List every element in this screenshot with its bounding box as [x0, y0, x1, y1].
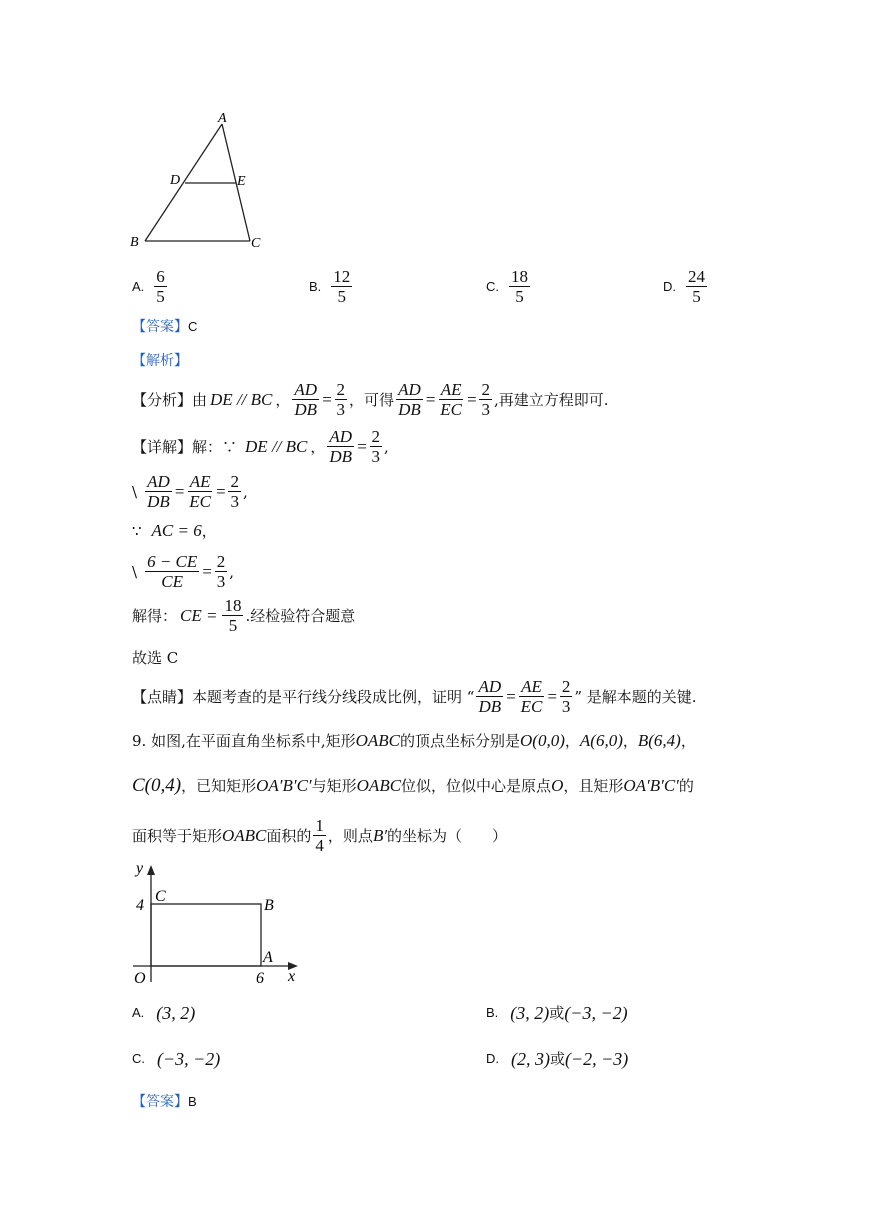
- point-a-label: A: [263, 949, 273, 966]
- vertex-e-label: E: [237, 174, 246, 189]
- triangle-figure: [125, 110, 275, 255]
- q8-fenxi-line: 【分析】 由 DE // BC ， $\frac{AD}{DB}$ = $\frac{2}{3}$ ，可得 $\frac{AD}{DB}$ = $\frac{AE}{EC}$ = $\frac{2}{3}$ ,再建立方程即可.: [132, 380, 609, 419]
- q8-option-a[interactable]: A. $\frac{6}{5}$: [132, 267, 165, 306]
- q8-equation-line: \ $\frac{6 - CE}{CE}$ = $\frac{2}{3}$ ,: [132, 552, 235, 591]
- q8-analysis-heading: 【解析】: [132, 353, 188, 369]
- point-b-label: B: [264, 897, 274, 914]
- axis-x-label: x: [288, 968, 296, 985]
- q8-option-b[interactable]: B. $\frac{12}{5}$: [309, 267, 351, 306]
- q8-answer: 【答案】C: [132, 319, 198, 335]
- rectangle-coordinate-figure: [128, 857, 308, 987]
- q9-option-a[interactable]: A. (3, 2): [132, 1003, 196, 1023]
- q8-solve-line: 解得： CE = $\frac{18}{5}$ .经检验符合题意: [132, 596, 356, 635]
- q9-option-d[interactable]: D. (2, 3) 或 (−2, −3): [486, 1049, 629, 1069]
- vertex-b-label: B: [130, 235, 139, 250]
- q8-xiangjie-line: 【详解】 解：∵ DE // BC ， $\frac{AD}{DB}$ = $\frac{2}{3}$ ,: [132, 427, 389, 466]
- q8-ratio-line: \ $\frac{AD}{DB}$ = $\frac{AE}{EC}$ = $\frac{2}{3}$ ,: [132, 472, 248, 511]
- q8-option-d[interactable]: D. $\frac{24}{5}$: [663, 267, 705, 306]
- axis-y-label: y: [136, 860, 144, 877]
- q8-choose: 故选 C: [132, 649, 179, 667]
- point-c-label: C: [155, 888, 166, 905]
- vertex-d-label: D: [170, 173, 181, 188]
- q9-question-line2: C(0,4) ，已知矩形 OA′B′C′ 与矩形 OABC 位似，位似中心是原点 O ，且矩形 OA′B′C′ 的: [132, 775, 694, 796]
- tick-4-label: 4: [136, 897, 144, 914]
- q9-option-c[interactable]: C. (−3, −2): [132, 1049, 221, 1069]
- origin-label: O: [134, 970, 146, 987]
- vertex-c-label: C: [251, 236, 261, 251]
- q9-question-line3: 面积等于矩形 OABC 面积的 $\frac{1}{4}$ ，则点 B′ 的坐标为（ ）: [132, 816, 508, 855]
- q9-question-line1: 9. 如图,在平面直角坐标系中,矩形 OABC 的顶点坐标分别是 O(0,0) ， A(6,0) ， B(6,4) ，: [132, 731, 696, 750]
- q9-option-b[interactable]: B. (3, 2) 或 (−3, −2): [486, 1003, 628, 1023]
- vertex-a-label: A: [218, 111, 227, 126]
- q8-dianjing-line: 【点睛】 本题考查的是平行线分线段成比例，证明 “ $\frac{AD}{DB}$ = $\frac{AE}{EC}$ = $\frac{2}{3}$ ” 是解本题的关键.: [132, 677, 697, 716]
- q9-answer: 【答案】B: [132, 1094, 197, 1110]
- tick-6-label: 6: [256, 970, 264, 987]
- q8-option-c[interactable]: C. $\frac{18}{5}$: [486, 267, 528, 306]
- q8-ac-line: ∵ AC = 6 ，: [132, 521, 217, 540]
